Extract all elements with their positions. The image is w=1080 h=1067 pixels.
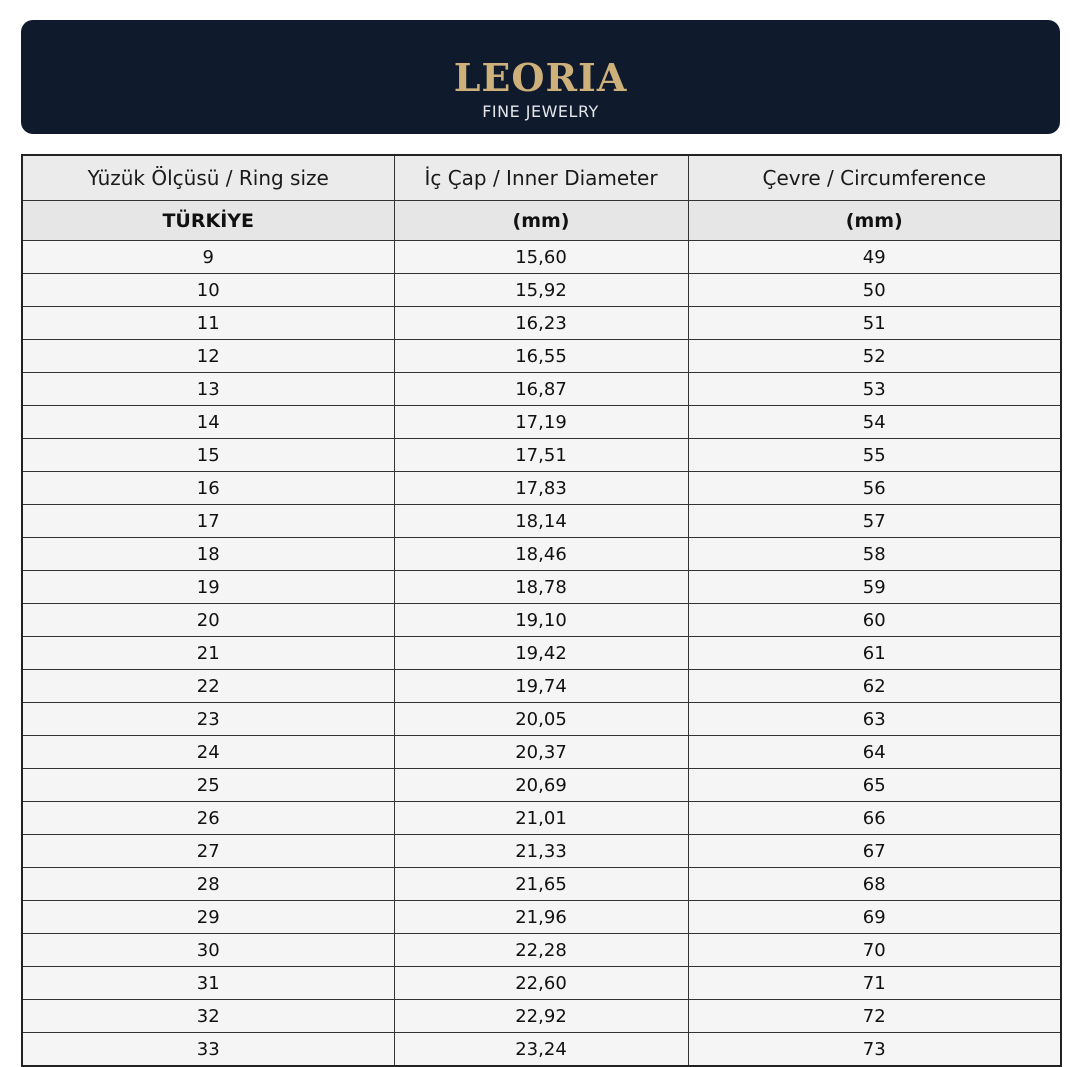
cell-circumference: 52 (688, 340, 1061, 373)
cell-circumference: 69 (688, 901, 1061, 934)
cell-circumference: 67 (688, 835, 1061, 868)
table-row (22, 703, 1061, 736)
cell-circumference: 58 (688, 538, 1061, 571)
cell-circumference: 55 (688, 439, 1061, 472)
table-row (22, 802, 1061, 835)
table-row (22, 967, 1061, 1000)
cell-inner-diameter: 16,23 (394, 307, 688, 340)
cell-inner-diameter: 20,37 (394, 736, 688, 769)
cell-circumference: 53 (688, 373, 1061, 406)
cell-inner-diameter: 21,01 (394, 802, 688, 835)
cell-ring-size: 31 (22, 967, 394, 1000)
header-inner-diameter: İç Çap / Inner Diameter (394, 155, 688, 201)
cell-inner-diameter: 19,74 (394, 670, 688, 703)
cell-inner-diameter: 20,05 (394, 703, 688, 736)
cell-ring-size: 26 (22, 802, 394, 835)
cell-ring-size: 9 (22, 241, 394, 274)
cell-inner-diameter: 17,19 (394, 406, 688, 439)
table-row (22, 439, 1061, 472)
cell-inner-diameter: 22,60 (394, 967, 688, 1000)
cell-circumference: 73 (688, 1033, 1061, 1067)
cell-inner-diameter: 21,96 (394, 901, 688, 934)
cell-circumference: 60 (688, 604, 1061, 637)
cell-circumference: 72 (688, 1000, 1061, 1033)
table-row (22, 538, 1061, 571)
brand-tagline: FINE JEWELRY (482, 102, 599, 121)
cell-inner-diameter: 19,42 (394, 637, 688, 670)
cell-circumference: 49 (688, 241, 1061, 274)
cell-ring-size: 10 (22, 274, 394, 307)
table-row (22, 472, 1061, 505)
table-unit-row (22, 201, 1061, 241)
cell-circumference: 50 (688, 274, 1061, 307)
cell-circumference: 68 (688, 868, 1061, 901)
cell-ring-size: 11 (22, 307, 394, 340)
cell-circumference: 51 (688, 307, 1061, 340)
table-row (22, 571, 1061, 604)
table-row (22, 505, 1061, 538)
cell-ring-size: 24 (22, 736, 394, 769)
table-row (22, 934, 1061, 967)
cell-inner-diameter: 22,28 (394, 934, 688, 967)
cell-inner-diameter: 16,55 (394, 340, 688, 373)
cell-inner-diameter: 18,14 (394, 505, 688, 538)
cell-inner-diameter: 21,33 (394, 835, 688, 868)
cell-circumference: 62 (688, 670, 1061, 703)
cell-ring-size: 21 (22, 637, 394, 670)
cell-circumference: 57 (688, 505, 1061, 538)
table-row (22, 670, 1061, 703)
unit-inner-diameter: (mm) (394, 201, 688, 241)
cell-inner-diameter: 22,92 (394, 1000, 688, 1033)
cell-ring-size: 18 (22, 538, 394, 571)
cell-inner-diameter: 20,69 (394, 769, 688, 802)
header-circumference: Çevre / Circumference (688, 155, 1061, 201)
cell-circumference: 65 (688, 769, 1061, 802)
cell-inner-diameter: 18,78 (394, 571, 688, 604)
cell-circumference: 70 (688, 934, 1061, 967)
cell-circumference: 71 (688, 967, 1061, 1000)
cell-ring-size: 12 (22, 340, 394, 373)
cell-circumference: 56 (688, 472, 1061, 505)
cell-ring-size: 16 (22, 472, 394, 505)
cell-ring-size: 27 (22, 835, 394, 868)
table-row (22, 406, 1061, 439)
table-row (22, 307, 1061, 340)
table-row (22, 736, 1061, 769)
cell-ring-size: 20 (22, 604, 394, 637)
cell-inner-diameter: 23,24 (394, 1033, 688, 1067)
table-row (22, 241, 1061, 274)
table-row (22, 1000, 1061, 1033)
table-row (22, 868, 1061, 901)
table-row (22, 835, 1061, 868)
cell-ring-size: 14 (22, 406, 394, 439)
cell-circumference: 59 (688, 571, 1061, 604)
cell-ring-size: 23 (22, 703, 394, 736)
unit-circumference: (mm) (688, 201, 1061, 241)
unit-ring-size: TÜRKİYE (22, 201, 394, 241)
cell-inner-diameter: 19,10 (394, 604, 688, 637)
cell-inner-diameter: 16,87 (394, 373, 688, 406)
cell-ring-size: 25 (22, 769, 394, 802)
cell-ring-size: 30 (22, 934, 394, 967)
cell-circumference: 61 (688, 637, 1061, 670)
cell-circumference: 63 (688, 703, 1061, 736)
ring-size-table (21, 154, 1062, 1067)
cell-circumference: 64 (688, 736, 1061, 769)
brand-banner (21, 20, 1060, 134)
cell-ring-size: 29 (22, 901, 394, 934)
table-row (22, 274, 1061, 307)
cell-circumference: 54 (688, 406, 1061, 439)
cell-ring-size: 15 (22, 439, 394, 472)
cell-inner-diameter: 17,83 (394, 472, 688, 505)
cell-inner-diameter: 21,65 (394, 868, 688, 901)
table-row (22, 340, 1061, 373)
table-row (22, 901, 1061, 934)
cell-inner-diameter: 18,46 (394, 538, 688, 571)
table-row (22, 769, 1061, 802)
table-row (22, 373, 1061, 406)
cell-ring-size: 13 (22, 373, 394, 406)
cell-inner-diameter: 15,92 (394, 274, 688, 307)
cell-circumference: 66 (688, 802, 1061, 835)
header-ring-size: Yüzük Ölçüsü / Ring size (22, 155, 394, 201)
brand-logo-text: LEORIA (453, 55, 628, 100)
cell-ring-size: 28 (22, 868, 394, 901)
cell-ring-size: 32 (22, 1000, 394, 1033)
cell-ring-size: 33 (22, 1033, 394, 1067)
table-header-row (22, 155, 1061, 201)
cell-ring-size: 17 (22, 505, 394, 538)
cell-inner-diameter: 17,51 (394, 439, 688, 472)
table-row (22, 637, 1061, 670)
cell-inner-diameter: 15,60 (394, 241, 688, 274)
table-row (22, 604, 1061, 637)
cell-ring-size: 19 (22, 571, 394, 604)
table-body (22, 241, 1061, 1067)
cell-ring-size: 22 (22, 670, 394, 703)
